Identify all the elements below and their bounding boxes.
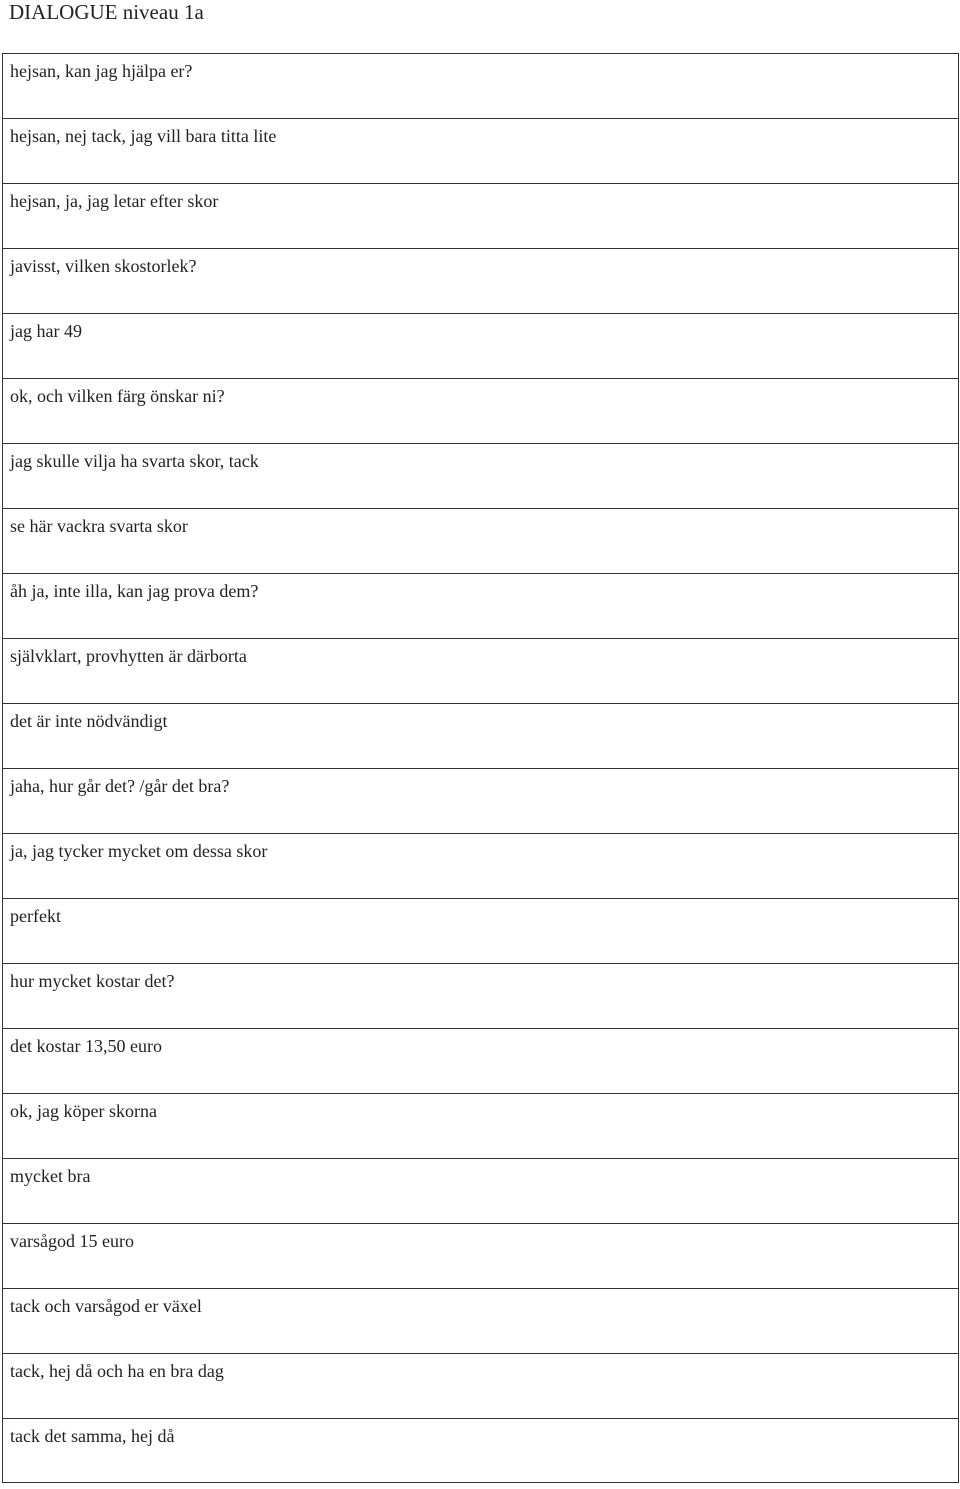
table-row <box>3 964 958 1029</box>
dialogue-line: åh ja, inte illa, kan jag prova dem? <box>10 581 259 601</box>
table-row <box>3 639 958 704</box>
table-row <box>3 769 958 834</box>
table-row <box>3 54 958 119</box>
table-row <box>3 899 958 964</box>
table-row <box>3 1159 958 1224</box>
dialogue-line: javisst, vilken skostorlek? <box>10 256 197 276</box>
dialogue-line: det är inte nödvändigt <box>10 711 168 731</box>
dialogue-line: självklart, provhytten är därborta <box>10 646 247 666</box>
table-row <box>3 249 958 314</box>
table-row <box>3 1029 958 1094</box>
dialogue-line: jaha, hur går det? /går det bra? <box>10 776 230 796</box>
page-title: DIALOGUE niveau 1a <box>9 0 204 24</box>
dialogue-line: ok, jag köper skorna <box>10 1101 157 1121</box>
dialogue-line: ja, jag tycker mycket om dessa skor <box>10 841 268 861</box>
dialogue-line: det kostar 13,50 euro <box>10 1036 162 1056</box>
table-row <box>3 834 958 899</box>
dialogue-line: ok, och vilken färg önskar ni? <box>10 386 225 406</box>
dialogue-table <box>2 53 959 1483</box>
table-row <box>3 1289 958 1354</box>
dialogue-line: hejsan, nej tack, jag vill bara titta lite <box>10 126 277 146</box>
dialogue-line: varsågod 15 euro <box>10 1231 134 1251</box>
table-row <box>3 1419 958 1483</box>
table-row <box>3 574 958 639</box>
table-row <box>3 1354 958 1419</box>
dialogue-line: jag skulle vilja ha svarta skor, tack <box>10 451 259 471</box>
table-row <box>3 314 958 379</box>
table-row <box>3 1224 958 1289</box>
dialogue-line: mycket bra <box>10 1166 91 1186</box>
dialogue-line: tack och varsågod er växel <box>10 1296 202 1316</box>
table-row <box>3 184 958 249</box>
dialogue-line: hejsan, kan jag hjälpa er? <box>10 61 193 81</box>
dialogue-line: se här vackra svarta skor <box>10 516 188 536</box>
dialogue-line: tack det samma, hej då <box>10 1426 175 1446</box>
dialogue-line: tack, hej då och ha en bra dag <box>10 1361 224 1381</box>
table-row <box>3 704 958 769</box>
table-row <box>3 379 958 444</box>
table-row <box>3 509 958 574</box>
table-row <box>3 444 958 509</box>
dialogue-line: jag har 49 <box>10 321 82 341</box>
table-row <box>3 119 958 184</box>
dialogue-line: hur mycket kostar det? <box>10 971 175 991</box>
dialogue-line: hejsan, ja, jag letar efter skor <box>10 191 219 211</box>
dialogue-line: perfekt <box>10 906 61 926</box>
table-row <box>3 1094 958 1159</box>
